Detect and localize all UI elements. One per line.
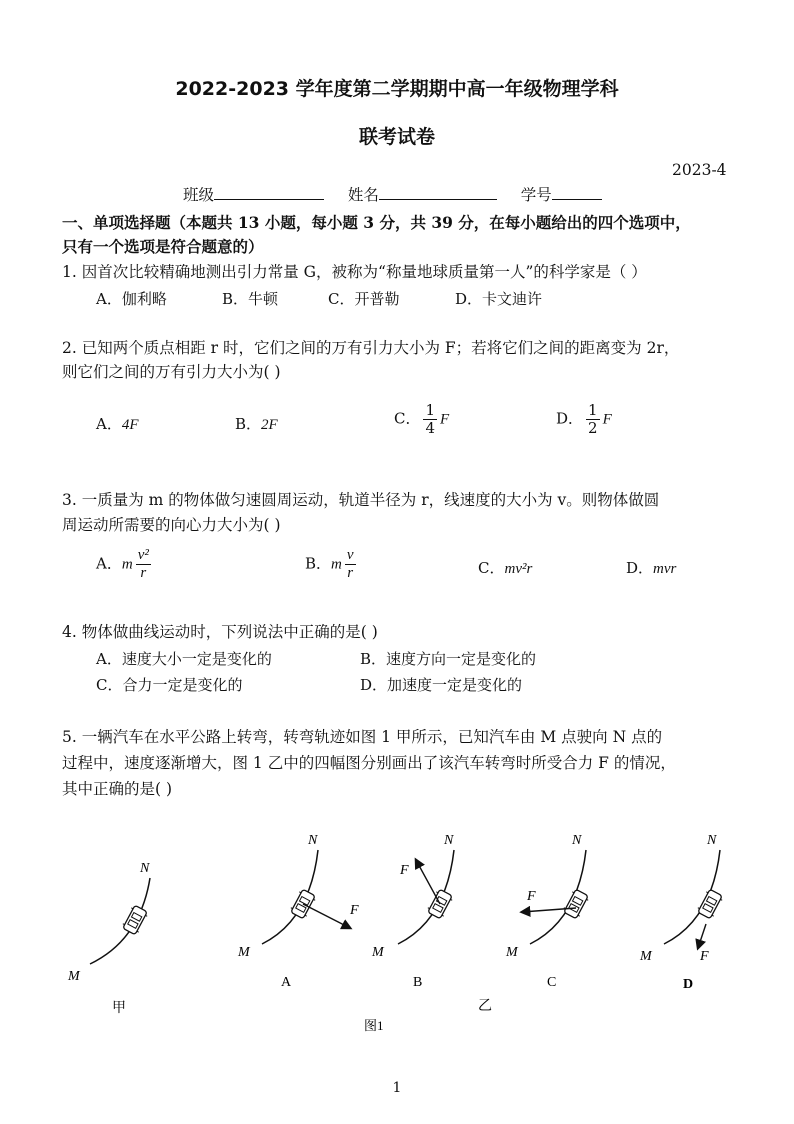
q5-line3: 其中正确的是( ) (62, 780, 173, 798)
fraction: $\frac{1}{2}$ (588, 401, 598, 437)
id-field[interactable] (552, 185, 602, 200)
panel-label-c: C (547, 975, 557, 990)
panel-label-a: A (281, 975, 292, 990)
label-m: M (238, 945, 250, 960)
figure-panel-a (237, 833, 359, 990)
q4-option-d[interactable]: D．加速度一定是变化的 (360, 676, 523, 694)
page-number: 1 (392, 1080, 402, 1096)
q3-option-d[interactable]: D．mvr (626, 559, 677, 577)
q2-option-c[interactable]: C． $\frac{1}{4}$ F (394, 401, 450, 437)
section-heading-line1: 一、单项选择题（本题共 13 小题，每小题 3 分，共 39 分，在每小题给出的四个选项中， (62, 213, 691, 232)
q3-option-c[interactable]: C．mv²r (478, 559, 533, 577)
exam-date: 2023-4 (672, 161, 727, 179)
q1-option-a[interactable]: A．伽利略 (96, 290, 167, 308)
label-n: N (308, 833, 318, 848)
label-yi: 乙 (478, 999, 492, 1014)
panel-label-d: D (683, 977, 694, 992)
q4-option-c[interactable]: C．合力一定是变化的 (96, 676, 243, 694)
label-m: M (372, 945, 384, 960)
q2-option-a[interactable]: A．4F (96, 415, 139, 433)
q3-option-a[interactable]: A．m $\frac{\text{v²}}{r}$ (96, 547, 149, 581)
figure-1 (0, 820, 794, 1050)
fraction: $\frac{1}{4}$ (425, 401, 436, 437)
label-m: M (640, 949, 652, 964)
figure-panel-b (371, 833, 454, 990)
force-label: F (700, 949, 709, 964)
q3-line1: 3. 一质量为 m 的物体做匀速圆周运动，轨道半径为 r，线速度的大小为 v。则物体做圆 (62, 491, 660, 509)
q1-option-d[interactable]: D．卡文迪许 (455, 290, 543, 308)
name-field[interactable] (379, 185, 497, 200)
label-m: M (506, 945, 518, 960)
figure-jia (67, 861, 150, 1016)
label-n: N (444, 833, 454, 848)
q1-stem: 1. 因首次比较精确地测出引力常量 G，被称为“称量地球质量第一人”的科学家是（ ） (62, 263, 647, 281)
q2-line1: 2. 已知两个质点相距 r 时，它们之间的万有引力大小为 F；若将它们之间的距离变为 2r， (62, 339, 680, 357)
q1-option-b[interactable]: B．牛顿 (222, 290, 279, 308)
fraction: $\frac{\text{v²}}{r}$ (137, 547, 149, 581)
figure-caption: 图1 (364, 1018, 384, 1033)
label-n: N (707, 833, 717, 848)
q2-option-d[interactable]: D． $\frac{1}{2}$ F (556, 401, 612, 437)
section-heading-line2: 只有一个选项是符合题意的） (62, 237, 264, 256)
exam-title-line2: 联考试卷 (358, 126, 435, 148)
label-n: N (572, 833, 582, 848)
q4-stem: 4. 物体做曲线运动时，下列说法中正确的是( ) (62, 623, 378, 641)
force-label: F (350, 903, 359, 918)
q4-option-b[interactable]: B．速度方向一定是变化的 (360, 650, 537, 668)
name-label: 姓名 (347, 186, 379, 204)
q1-option-c[interactable]: C．开普勒 (328, 290, 400, 308)
figure-panel-c (505, 833, 590, 990)
class-field[interactable] (214, 185, 324, 200)
label-m: M (68, 969, 80, 984)
q3-option-b[interactable]: B．m $\frac{v}{r}$ (305, 547, 354, 581)
label-jia: 甲 (112, 1001, 126, 1016)
label-n: N (140, 861, 150, 876)
id-label: 学号 (520, 186, 552, 204)
q5-line1: 5. 一辆汽车在水平公路上转弯，转弯轨迹如图 1 甲所示，已知汽车由 M 点驶向 N 点的 (62, 728, 663, 746)
fraction: $\frac{v}{r}$ (346, 547, 354, 581)
figure-panel-d (639, 833, 724, 992)
student-info-row (183, 185, 602, 206)
force-label: F (400, 863, 409, 878)
q2-line2: 则它们之间的万有引力大小为( ) (62, 363, 281, 381)
force-label: F (527, 889, 536, 904)
q4-option-a[interactable]: A．速度大小一定是变化的 (96, 650, 272, 668)
q5-line2: 过程中，速度逐渐增大，图 1 乙中的四幅图分别画出了该汽车转弯时所受合力 F 的情况， (62, 754, 676, 772)
q3-line2: 周运动所需要的向心力大小为( ) (62, 516, 281, 534)
exam-title-line1: 2022-2023 学年度第二学期期中高一年级物理学科 (175, 78, 619, 100)
class-label: 班级 (183, 186, 215, 204)
q2-option-b[interactable]: B．2F (235, 415, 278, 433)
panel-label-b: B (413, 975, 423, 990)
